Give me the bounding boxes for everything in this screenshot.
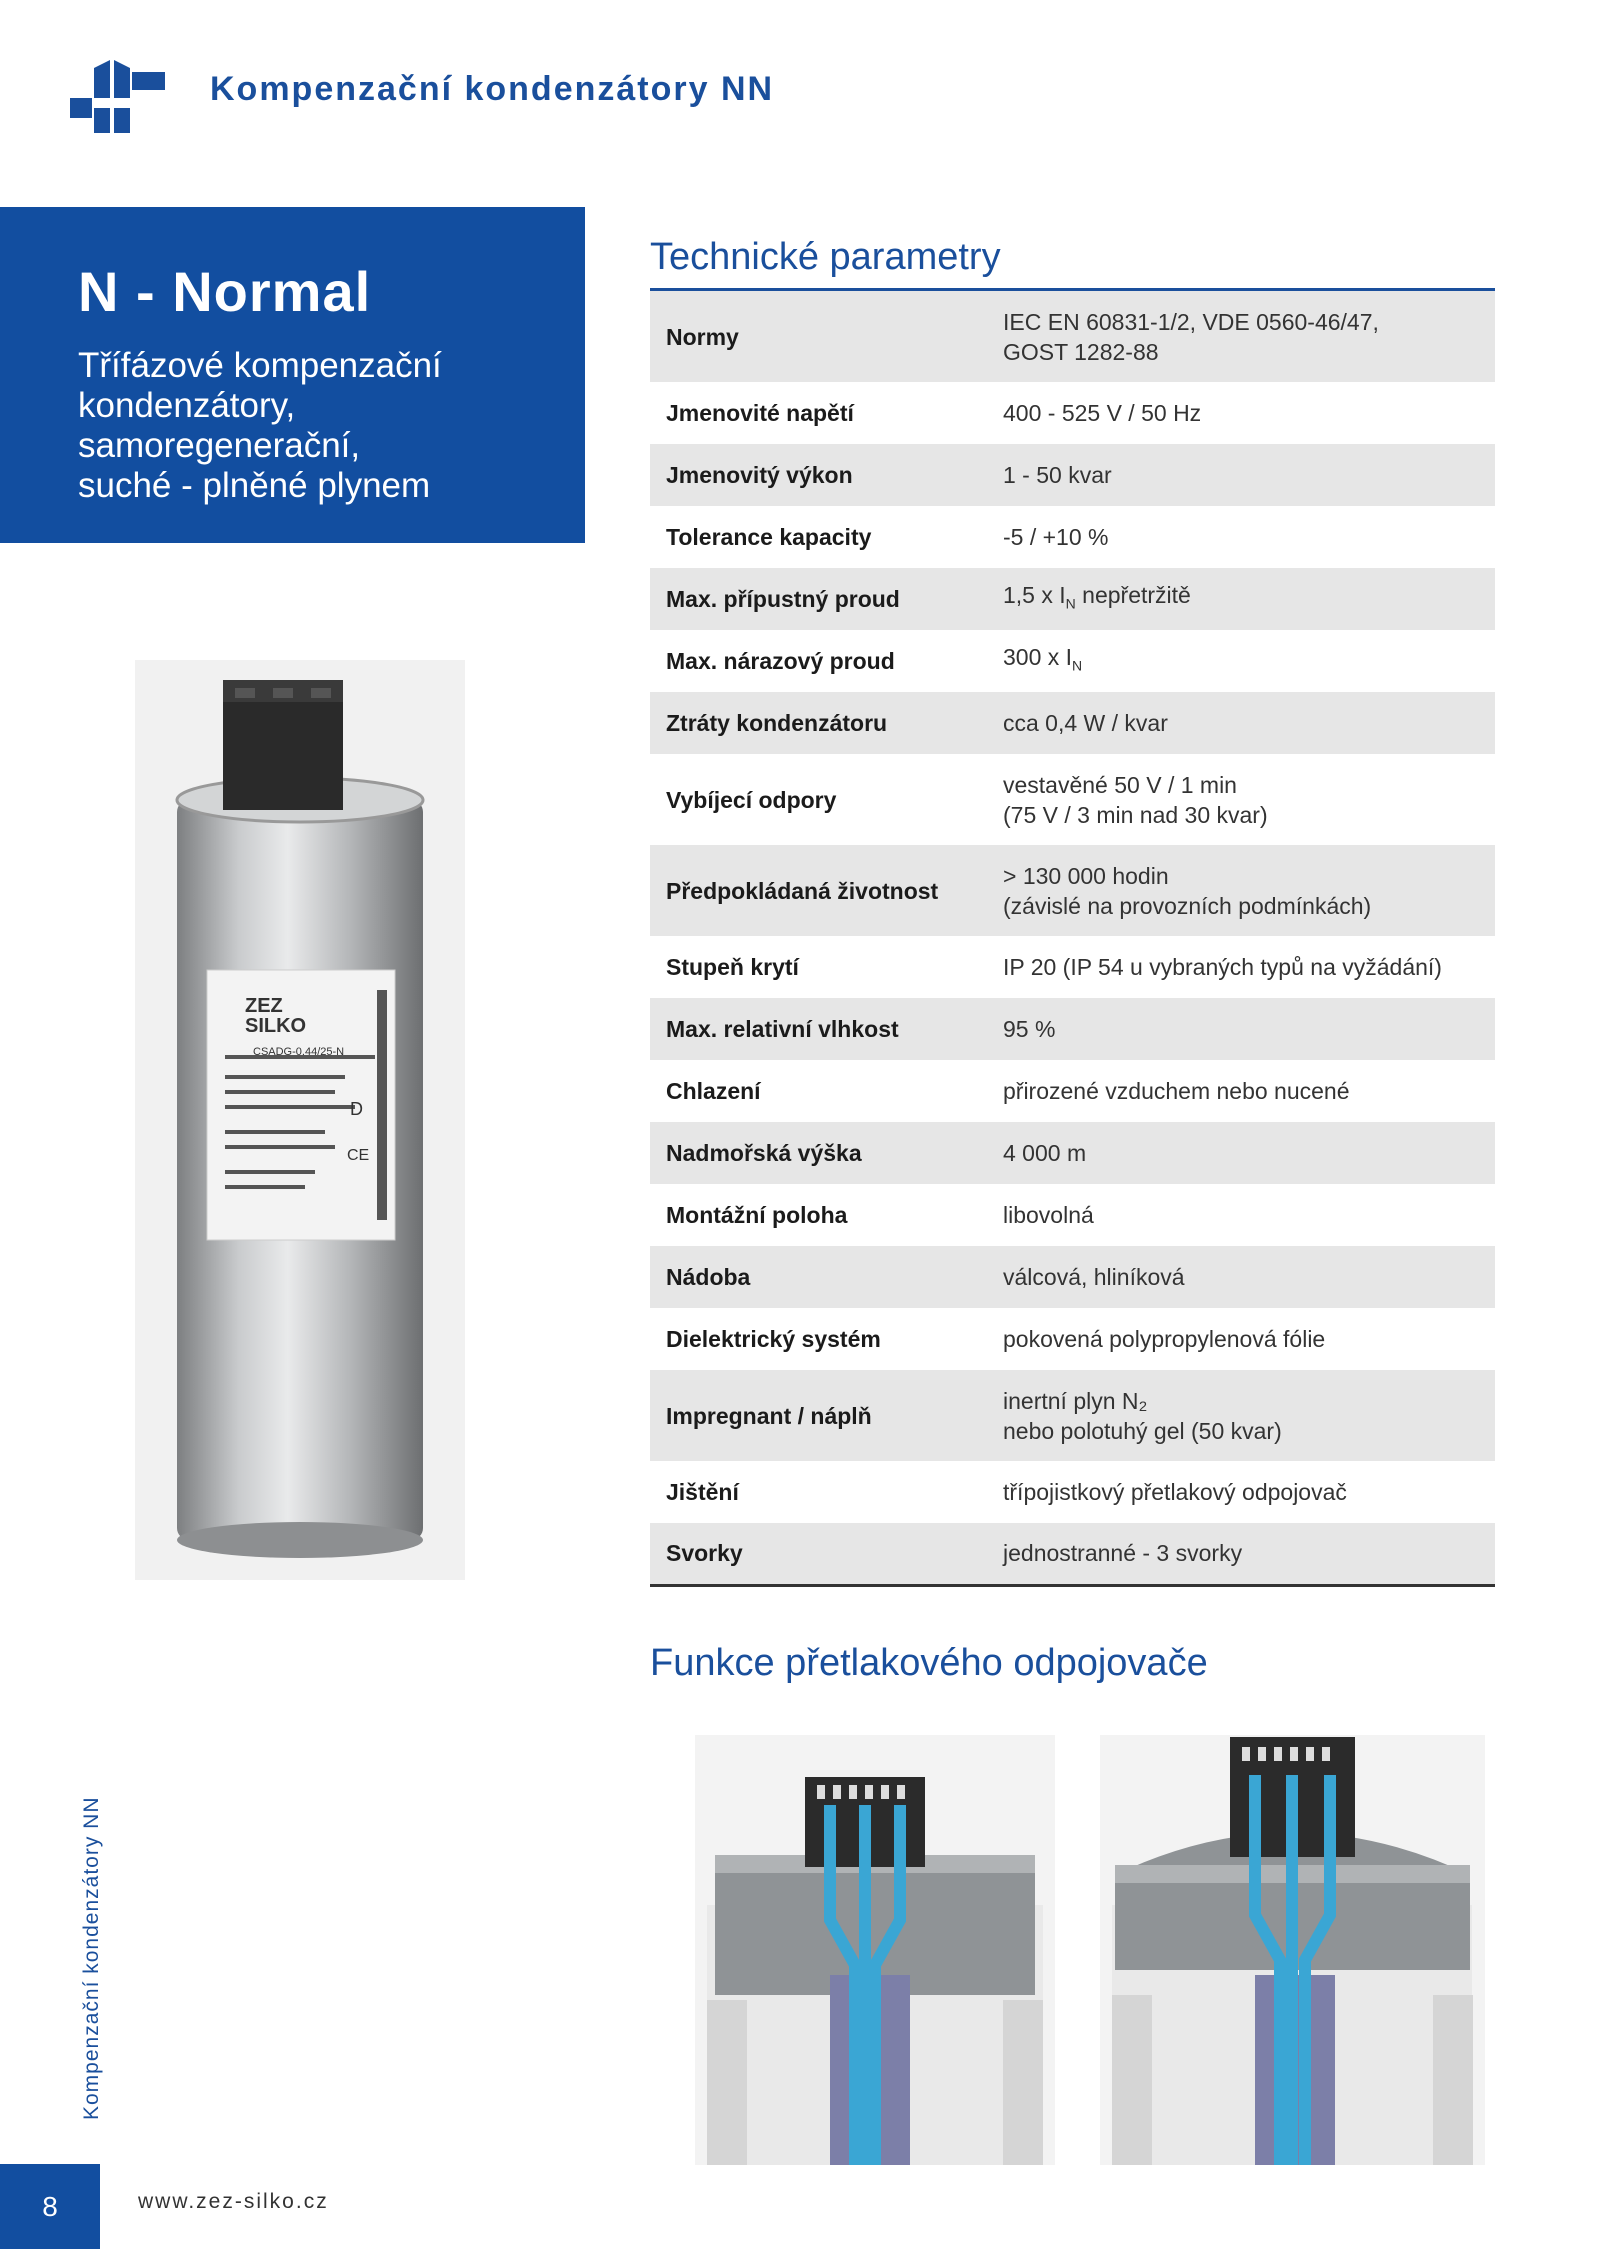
param-value: 4 000 m [1003,1140,1087,1166]
param-row [650,692,1495,754]
param-key: Montážní poloha [666,1202,848,1228]
param-value-subscript: N [1072,657,1083,674]
param-value-suffix: nepřetržitě [1075,581,1191,608]
param-value: vestavěné 50 V / 1 min [1003,771,1237,798]
param-value: 1 - 50 kvar [1003,462,1112,488]
param-value-cell [987,1308,1495,1370]
param-value: libovolná [1003,1202,1094,1228]
param-row [650,1461,1495,1523]
param-value: IP 20 (IP 54 u vybraných typů na vyžádání) [1003,954,1442,980]
param-value-cell [987,506,1495,568]
param-key: Nadmořská výška [666,1140,862,1166]
hero-panel [0,207,585,543]
label-ce-mark: CE [347,1147,370,1164]
hero-subtitle: Třífázové kompenzační kondenzátory, samoregenerační, suché - plněné plynem [78,346,442,505]
param-value: pokovená polypropylenová fólie [1003,1326,1326,1352]
param-value-cell [987,1461,1495,1523]
param-row [650,1370,1495,1461]
param-key: Dielektrický systém [666,1326,881,1352]
param-value-cell [987,1370,1495,1461]
param-value-line2: nebo polotuhý gel (50 kvar) [1003,1417,1282,1444]
param-value-cell [987,568,1495,630]
param-key: Chlazení [666,1078,761,1104]
param-key: Jmenovité napětí [666,400,854,426]
param-value: přirozené vzduchem nebo nucené [1003,1078,1350,1104]
param-row [650,1523,1495,1585]
param-value-cell [987,382,1495,444]
param-row [650,291,1495,382]
param-value-cell [987,845,1495,936]
disconnector-tripped-diagram [1100,1735,1485,2165]
param-value-cell [987,291,1495,382]
disconnector-normal-diagram [695,1735,1055,2165]
header-title: Kompenzační kondenzátory NN [210,70,775,108]
param-row [650,506,1495,568]
label-mark: D [350,1099,363,1119]
param-key: Normy [666,323,739,350]
label-brand-bottom: SILKO [245,1015,307,1037]
param-key: Stupeň krytí [666,954,799,980]
param-value: -5 / +10 % [1003,524,1109,550]
param-row [650,754,1495,845]
param-value: 300 x I [1003,643,1073,670]
side-text: Kompenzační kondenzátory NN [80,1796,103,2120]
param-row [650,1122,1495,1184]
param-value: inertní plyn N₂ [1003,1387,1148,1414]
param-row [650,1184,1495,1246]
param-row [650,936,1495,998]
param-value: cca 0,4 W / kvar [1003,710,1168,736]
param-value-cell [987,936,1495,998]
tech-params-table [650,291,1495,1587]
param-key: Jištění [666,1479,739,1505]
footer-url[interactable]: www.zez-silko.cz [138,2190,329,2213]
param-row [650,1060,1495,1122]
param-key: Předpokládaná životnost [666,877,939,904]
param-value: 95 % [1003,1016,1056,1042]
param-key: Max. nárazový proud [666,648,895,674]
param-row [650,845,1495,936]
capacitor-photo [135,660,465,1580]
param-value: třípojistkový přetlakový odpojovač [1003,1479,1347,1505]
param-value-line2: GOST 1282-88 [1003,338,1159,365]
param-value-cell [987,1122,1495,1184]
param-value: 1,5 x I [1003,581,1066,608]
param-value-cell [987,630,1495,692]
param-key: Nádoba [666,1264,751,1290]
param-value-cell [987,754,1495,845]
param-value-cell [987,1184,1495,1246]
param-row [650,444,1495,506]
param-value-cell [987,1523,1495,1585]
param-key: Ztráty kondenzátoru [666,710,888,736]
param-value-line2: (75 V / 3 min nad 30 kvar) [1003,801,1268,828]
param-value: IEC EN 60831-1/2, VDE 0560-46/47, [1003,308,1379,335]
param-row [650,1246,1495,1308]
param-row [650,630,1495,692]
param-value-subscript: N [1065,595,1076,612]
param-value: válcová, hliníková [1003,1264,1185,1290]
param-key: Svorky [650,1523,987,1585]
param-key: Vybíjecí odpory [666,786,837,813]
param-value: > 130 000 hodin [1003,862,1169,889]
hero-title: N - Normal [78,260,372,323]
param-row [650,382,1495,444]
param-value: 400 - 525 V / 50 Hz [1003,400,1202,426]
param-key: Max. relativní vlhkost [666,1016,899,1042]
page-number: 8 [0,2164,100,2249]
param-value-line2: (závislé na provozních podmínkách) [1003,892,1372,919]
param-value-cell [987,998,1495,1060]
function-section-title: Funkce přetlakového odpojovače [650,1642,1208,1684]
zez-silko-logo-icon [70,58,165,133]
param-key: Tolerance kapacity [666,524,872,550]
tech-params-title: Technické parametry [650,236,1001,278]
param-row [650,568,1495,630]
param-key: Impregnant / náplň [666,1402,872,1429]
param-key: Jmenovitý výkon [666,462,853,488]
param-value-cell [987,1060,1495,1122]
param-value-cell [987,692,1495,754]
param-row [650,998,1495,1060]
param-row [650,1308,1495,1370]
param-value: jednostranné - 3 svorky [1003,1540,1243,1567]
param-value-cell [987,444,1495,506]
label-model: CSADG-0.44/25-N [253,1046,345,1058]
param-key: Max. přípustný proud [666,586,900,612]
param-value-cell [987,1246,1495,1308]
label-brand-top: ZEZ [245,995,283,1017]
